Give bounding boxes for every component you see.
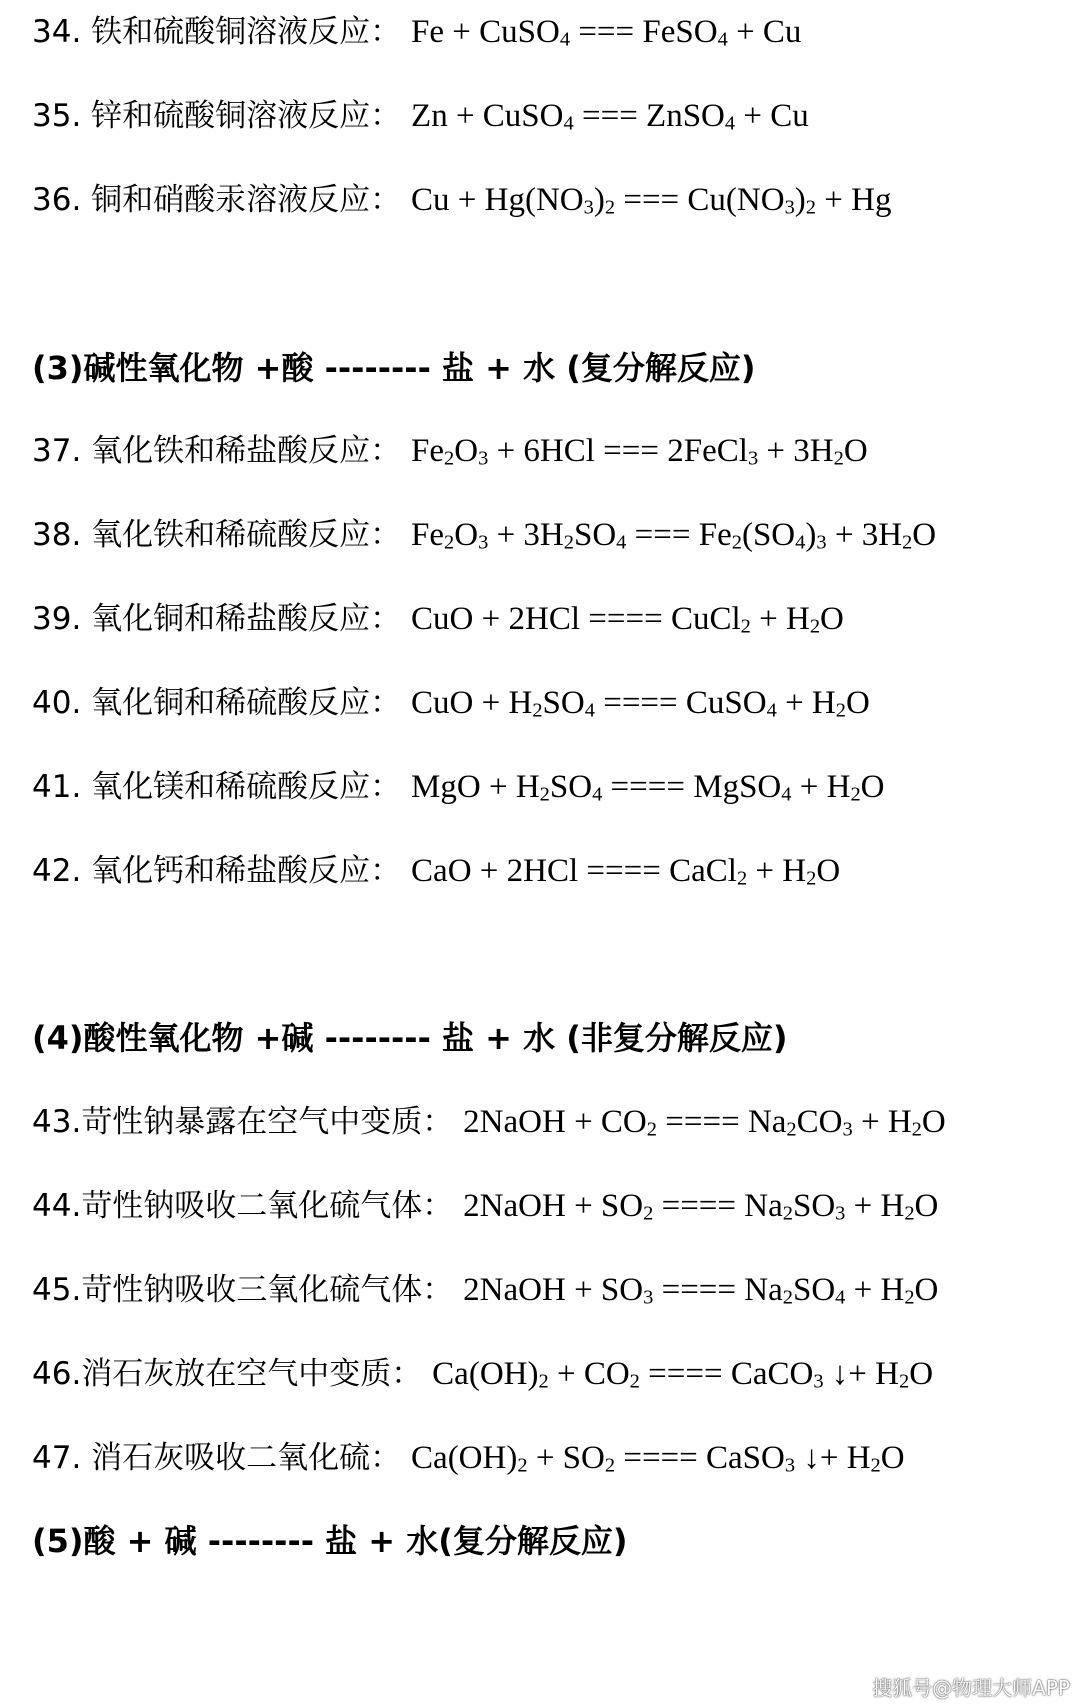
subscript: 2 xyxy=(904,1202,915,1225)
subscript: 3 xyxy=(835,1202,846,1225)
reaction-description: 氧化铜和稀盐酸反应： xyxy=(91,601,402,637)
reaction-number: 36. xyxy=(32,182,82,218)
reaction-number: 47. xyxy=(32,1440,82,1476)
reaction-number: 43. xyxy=(32,1104,82,1140)
subscript: 4 xyxy=(563,112,574,135)
subscript: 4 xyxy=(781,783,792,806)
reaction-line-39 xyxy=(32,599,844,639)
subscript: 4 xyxy=(795,531,806,554)
subscript: 2 xyxy=(444,447,455,470)
reaction-number: 46. xyxy=(32,1356,82,1392)
subscript: 2 xyxy=(870,1454,881,1477)
subscript: 2 xyxy=(736,867,748,890)
reaction-line-35 xyxy=(32,96,809,136)
reaction-number: 35. xyxy=(32,98,82,134)
reaction-line-47 xyxy=(32,1438,905,1478)
reaction-line-40 xyxy=(32,683,870,723)
reaction-description: 氧化铁和稀硫酸反应： xyxy=(91,517,402,553)
reaction-equation: CuO + 2HCl ==== CuCl$_2$ + $H_2O$ xyxy=(411,601,844,638)
subscript: 2 xyxy=(850,783,861,806)
subscript: 4 xyxy=(724,112,736,135)
reaction-equation: Fe + CuSO$_4$ === FeSO$_4$ + Cu xyxy=(411,14,802,51)
reaction-line-38 xyxy=(32,515,936,555)
section-header-3: (3)碱性氧化物 +酸 -------- 盐 + 水 (复分解反应) xyxy=(32,349,756,387)
reaction-description: 氧化铁和稀盐酸反应： xyxy=(91,433,402,469)
subscript: 3 xyxy=(842,1118,853,1141)
reaction-number: 40. xyxy=(32,685,82,721)
subscript: 2 xyxy=(911,1118,922,1141)
reaction-description: 氧化镁和稀硫酸反应： xyxy=(91,769,402,805)
reaction-description: 铜和硝酸汞溶液反应： xyxy=(91,182,402,218)
reaction-number: 45. xyxy=(32,1272,82,1308)
reaction-equation: $Fe_2O_3 + 6HCl$ === 2FeCl$_3$ + $3H_2O$ xyxy=(411,433,868,470)
reaction-description: 消石灰吸收二氧化硫： xyxy=(81,1440,402,1476)
reaction-equation: 2NaOH + $SO_3$ ==== $Na_2SO_4 + H_2O$ xyxy=(463,1272,939,1309)
reaction-line-46 xyxy=(32,1354,933,1394)
reaction-description: 苛性钠暴露在空气中变质： xyxy=(81,1104,454,1140)
reaction-line-42 xyxy=(32,851,840,891)
reaction-number: 42. xyxy=(32,853,82,889)
reaction-equation: CaO + 2HCl ==== CaCl$_2$ + $H_2O$ xyxy=(411,853,841,890)
subscript: 2 xyxy=(833,447,844,470)
subscript: 4 xyxy=(559,28,571,51)
subscript: 2 xyxy=(782,1202,793,1225)
subscript: 4 xyxy=(584,699,595,722)
subscript: 3 xyxy=(816,531,827,554)
subscript: 4 xyxy=(717,28,728,51)
reaction-equation: 2NaOH + $CO_2$ ==== $Na_2CO_3 + H_2O$ xyxy=(463,1104,946,1141)
subscript: 2 xyxy=(444,531,455,554)
reaction-equation: $Ca(OH)_2 + CO_2$ ==== CaCO$_3$ ↓+ $H_2O$ xyxy=(432,1356,934,1393)
subscript: 4 xyxy=(766,699,777,722)
reaction-number: 37. xyxy=(32,433,82,469)
subscript: 3 xyxy=(747,447,759,470)
reaction-equation: $Cu + Hg(NO_3)_2$ === $Cu(NO_3)_2 + Hg$ xyxy=(411,182,892,219)
reaction-equation: CuO + $H_2SO_4$ ==== CuSO$_4$ + $H_2O$ xyxy=(411,685,870,722)
subscript: 2 xyxy=(517,1454,528,1477)
subscript: 2 xyxy=(563,531,574,554)
reaction-line-44 xyxy=(32,1186,938,1226)
subscript: 3 xyxy=(813,1370,824,1393)
reaction-number: 34. xyxy=(32,14,82,50)
reaction-equation: MgO + $H_2SO_4$ ==== MgSO$_4$ + $H_2O$ xyxy=(411,769,885,806)
subscript: 2 xyxy=(539,783,550,806)
subscript: 2 xyxy=(902,531,913,554)
subscript: 2 xyxy=(604,1454,616,1477)
reaction-number: 39. xyxy=(32,601,82,637)
reaction-description: 锌和硫酸铜溶液反应： xyxy=(91,98,402,134)
reaction-line-36 xyxy=(32,180,891,220)
subscript: 2 xyxy=(740,615,751,638)
reaction-line-37 xyxy=(32,431,868,471)
reaction-description: 消石灰放在空气中变质： xyxy=(81,1356,423,1392)
subscript: 3 xyxy=(643,1286,654,1309)
subscript: 2 xyxy=(538,1370,549,1393)
subscript: 2 xyxy=(809,615,821,638)
subscript: 2 xyxy=(629,1370,640,1393)
reaction-equation: 2NaOH + $SO_2$ ==== $Na_2SO_3 + H_2O$ xyxy=(463,1188,939,1225)
subscript: 2 xyxy=(731,531,742,554)
section-header-4: (4)酸性氧化物 +碱 -------- 盐 + 水 (非复分解反应) xyxy=(32,1019,788,1057)
reaction-description: 铁和硫酸铜溶液反应： xyxy=(91,14,402,50)
subscript: 2 xyxy=(646,1118,657,1141)
reaction-line-45 xyxy=(32,1270,938,1310)
reaction-equation: Zn + CuSO$_4$ === ZnSO$_4$ + Cu xyxy=(411,98,809,135)
reaction-number: 38. xyxy=(32,517,82,553)
subscript: 3 xyxy=(478,447,489,470)
watermark: 搜狐号@物理大师APP xyxy=(872,1676,1070,1700)
reaction-description: 氧化铜和稀硫酸反应： xyxy=(91,685,402,721)
subscript: 4 xyxy=(835,1286,846,1309)
subscript: 3 xyxy=(784,1454,796,1477)
subscript: 2 xyxy=(835,699,846,722)
subscript: 2 xyxy=(604,196,616,219)
subscript: 3 xyxy=(478,531,489,554)
reaction-equation: $Ca(OH)_2 + SO_2$ ==== CaSO$_3$ ↓+ $H_2O$ xyxy=(411,1440,905,1477)
reaction-line-43 xyxy=(32,1102,946,1142)
subscript: 2 xyxy=(643,1202,654,1225)
subscript: 2 xyxy=(532,699,543,722)
subscript: 4 xyxy=(592,783,603,806)
subscript: 2 xyxy=(904,1286,915,1309)
subscript: 2 xyxy=(782,1286,793,1309)
subscript: 3 xyxy=(784,196,795,219)
subscript: 2 xyxy=(806,867,817,890)
reaction-number: 41. xyxy=(32,769,82,805)
reaction-number: 44. xyxy=(32,1188,82,1224)
reaction-description: 氧化钙和稀盐酸反应： xyxy=(91,853,402,889)
reaction-description: 苛性钠吸收二氧化硫气体： xyxy=(81,1188,454,1224)
reaction-description: 苛性钠吸收三氧化硫气体： xyxy=(81,1272,454,1308)
reaction-equation: $Fe_2O_3 + 3H_2SO_4$ === $Fe_2(SO_4)_3 + 3H_2O$ xyxy=(411,517,937,554)
subscript: 2 xyxy=(786,1118,797,1141)
subscript: 4 xyxy=(616,531,627,554)
subscript: 2 xyxy=(899,1370,910,1393)
reaction-line-34 xyxy=(32,12,801,52)
subscript: 3 xyxy=(583,196,594,219)
subscript: 2 xyxy=(805,196,817,219)
reaction-line-41 xyxy=(32,767,885,807)
section-header-5: (5)酸 + 碱 -------- 盐 + 水(复分解反应) xyxy=(32,1522,628,1560)
